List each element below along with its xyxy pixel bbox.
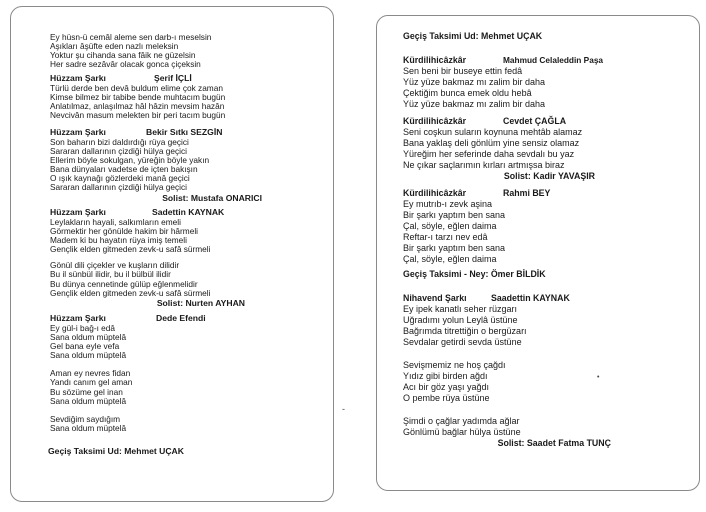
composer-name: Bekir Sıtkı SEZGİN	[146, 127, 223, 137]
dot-mark: •	[597, 374, 600, 381]
makam-title: Hüzzam Şarkı	[50, 73, 106, 83]
lyric-line: Bir şarkı yaptım ben sana	[403, 210, 506, 220]
lyric-line: Aşıkları âşüfte eden nazlı meleksin	[50, 41, 179, 52]
lyric-line: Leylakların hayali, salkımların emeli	[50, 217, 181, 227]
lyric-line: Ey hüsn-ü cemâl aleme sen darb-ı meselsin	[50, 32, 212, 42]
composer-name: Saadettin KAYNAK	[491, 293, 570, 303]
lyric-line: Yıdız gibi birden ağdı	[403, 371, 488, 381]
composer-name: Rahmi BEY	[503, 188, 551, 198]
soloist-credit: Solist: Nurten AYHAN	[156, 297, 245, 308]
song-mahmud-celaleddin	[403, 55, 683, 110]
lyric-line: Sana oldum müptelâ	[50, 332, 127, 343]
composer-name: Şerif İÇLİ	[154, 73, 192, 83]
lyric-line: Uğradımı yolun Leylâ üstüne	[403, 315, 518, 325]
lyric-line: Sen beni bir buseye ettin fedâ	[403, 66, 523, 76]
lyric-line: Yandı canım gel aman	[50, 377, 133, 388]
song-rahmi-bey	[403, 188, 683, 265]
lyric-line: O ışık kaynağı gözlerdeki manâ geçici	[50, 173, 190, 184]
makam-title: Hüzzam Şarkı	[50, 127, 106, 137]
lyric-line: Gel bana eyle vefa	[50, 341, 120, 352]
lyric-line: Anlatılmaz, anlaşılmaz hâl hâzin mevsim hazân	[50, 101, 225, 112]
makam-title: Kürdilihicâzkâr	[403, 116, 467, 126]
lyric-line: Gençlik elden gitmeden zevk-u safâ sürmeli	[50, 244, 211, 255]
lyric-line: Ey mutrıb-ı zevk aşina	[403, 199, 493, 209]
lyric-line: Gönlümü bağlar hülya üstüne	[403, 427, 521, 437]
makam-title: Hüzzam Şarkı	[50, 313, 106, 323]
makam-title: Kürdilihicâzkâr	[403, 188, 467, 198]
lyric-line: Bir şarkı yaptım ben sana	[403, 243, 506, 253]
lyric-line: Bana dünyaları vadetse de içten bakışın	[50, 164, 198, 175]
lyric-line: Ne çıkar saçlarımın kırları artmışsa biraz	[403, 160, 565, 170]
lyric-line: Yoktur şu cihanda sana fâik ne güzelsin	[50, 50, 196, 61]
lyric-line: Bu dünya cennetinde gülüp eğlenmelidir	[50, 278, 198, 289]
lyric-line: Gençlik elden gitmeden zevk-u safâ sürmeli	[50, 287, 211, 298]
lyric-line: Görmektir her gönülde hakim bir hârmeli	[50, 226, 199, 237]
lyric-line: Yüreğim her seferinde daha sevdalı bu yaz	[403, 149, 575, 159]
composer-name: Mahmud Celaleddin Paşa	[503, 55, 604, 65]
lyric-line: Ey ipek kanatlı seher rüzgarı	[403, 304, 518, 314]
lyric-line: Sana oldum müptelâ	[50, 350, 127, 361]
intro-verse	[50, 33, 211, 69]
lyric-line: Sararan dallarının çizdiği hülya geçici	[50, 182, 187, 193]
lyric-line: Her sadre sezâvâr olacak gonca çiçeksin	[50, 59, 201, 70]
lyric-line: Ellerim böyle sokulgan, yüreğin böyle yakın	[50, 155, 210, 166]
taksim-ney: Geçiş Taksimi - Ney: Ömer BİLDİK	[403, 269, 546, 279]
song-bekir-sitki-sezgin	[50, 127, 320, 204]
lyric-line: Gönül dili çiçekler ve kuşların dilidir	[50, 260, 180, 271]
lyric-line: Çal, söyle, eğlen daima	[403, 221, 497, 231]
song-sadettin-kaynak	[50, 207, 320, 309]
lyric-line: Sevişmemiz ne hoş çağdı	[403, 360, 506, 370]
soloist-credit: Solist: Saadet Fatma TUNÇ	[497, 438, 611, 448]
lyric-line: Yüz yüze bakmaz mı zalim bir daha	[403, 99, 546, 109]
lyric-line: Türlü derde ben devâ buldum elime çok zaman	[50, 83, 223, 93]
composer-name: Dede Efendi	[156, 313, 206, 323]
taksim-footer: Geçiş Taksimi Ud: Mehmet UÇAK	[48, 446, 184, 456]
lyric-line: Çal, söyle, eğlen daima	[403, 254, 497, 264]
lyric-line: Sararan dallarının çizdiği hülya geçici	[50, 146, 187, 157]
lyric-line: Sevdiğim saydığım	[50, 413, 121, 424]
lyric-line: Sana oldum müptelâ	[50, 422, 127, 433]
right-page	[376, 15, 700, 491]
lyric-line: Bu sözüme gel inan	[50, 386, 123, 397]
lyric-line: Ey gül-i bağ-ı edâ	[50, 323, 116, 333]
makam-title: Hüzzam Şarkı	[50, 207, 106, 217]
lyric-line: Nevcivân masum melekten bir peri tacım bugün	[50, 110, 226, 121]
makam-title: Nihavend Şarkı	[403, 293, 467, 303]
left-page	[10, 6, 334, 502]
lyric-line: Şimdi o çağlar yadımda ağlar	[403, 416, 520, 426]
song-dede-efendi	[50, 313, 320, 433]
lyric-line: Yüz yüze bakmaz mı zalim bir daha	[403, 77, 546, 87]
makam-title: Kürdilihicâzkâr	[403, 55, 467, 65]
song-saadettin-kaynak	[403, 293, 683, 449]
taksim-header: Geçiş Taksimi Ud: Mehmet UÇAK	[403, 31, 543, 41]
lyric-line: Sevdalar getirdi sevda üstüne	[403, 337, 522, 347]
lyric-line: Madem ki bu hayatın rüya imiş temeli	[50, 235, 187, 246]
lyric-line: Seni coşkun suların koynuna mehtâb alamaz	[403, 127, 583, 137]
lyric-line: Son baharın bizi daldırdığı rüya geçici	[50, 137, 189, 147]
lyric-line: Reftar-ı tarzı nev edâ	[403, 232, 488, 242]
song-cevdet-cagla	[403, 116, 683, 182]
lyric-line: Bana yaklaş deli gönlüm yine sensiz olamaz	[403, 138, 580, 148]
lyric-line: Bu il sünbül ilidir, bu il bülbül ilidir	[50, 269, 171, 280]
lyric-line: Sana oldum müptelâ	[50, 395, 127, 406]
lyric-line: O pembe rüya üstüne	[403, 393, 490, 403]
composer-name: Cevdet ÇAĞLA	[503, 116, 567, 126]
lyric-line: Aman ey nevres fidan	[50, 368, 131, 379]
lyric-line: Kimse bilmez bir tabibe bende muhtacım bugün	[50, 92, 226, 103]
soloist-credit: Solist: Mustafa ONARICI	[162, 192, 262, 203]
composer-name: Sadettin KAYNAK	[152, 207, 225, 217]
lyric-line: Çektiğim bunca emek oldu hebâ	[403, 88, 532, 98]
lyric-line: Acı bir göz yaşı yağdı	[403, 382, 490, 392]
song-sherif-icli	[50, 73, 320, 120]
lyric-line: Bağrımda titrettiğin o bergüzarı	[403, 326, 527, 336]
dash-mark: -	[342, 404, 345, 414]
soloist-credit: Solist: Kadir YAVAŞIR	[503, 171, 595, 181]
